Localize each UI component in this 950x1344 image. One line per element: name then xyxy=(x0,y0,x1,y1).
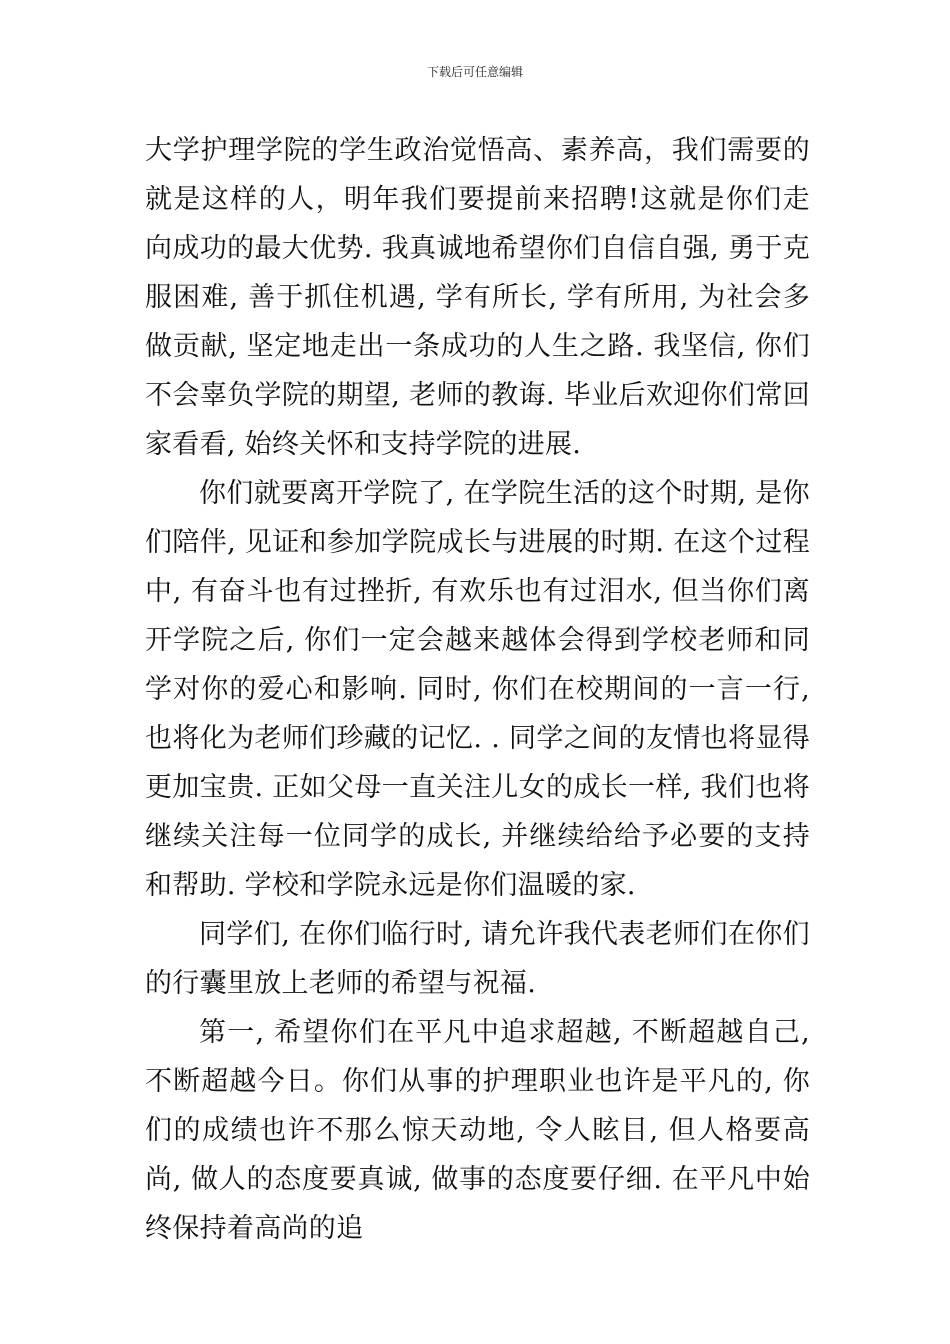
paragraph-2: 你们就要离开学院了, 在学院生活的这个时期, 是你们陪伴, 见证和参加学院成长与进展的时期. 在这个过程中, 有奋斗也有过挫折, 有欢乐也有过泪水, 但当你们离开学院之后, 你们一定会越来越体会得到学校老师和同学对你的爱心和影响. 同时, 你们在校期间的一言一行, 也将化为老师们珍藏的记忆. . 同学之间的友情也将显得更加宝贵. 正如父母一直关注儿女的成长一样, 我们也将继续关注每一位同学的成长, 并继续给给予必要的支持和帮助. 学校和学院永远是你们温暖的家. xyxy=(145,478,810,901)
page-header: 下载后可任意编辑 xyxy=(426,65,523,79)
document-body xyxy=(145,126,810,1253)
paragraph-3: 同学们, 在你们临行时, 请允许我代表老师们在你们的行囊里放上老师的希望与祝福. xyxy=(145,919,810,999)
paragraph-4: 第一, 希望你们在平凡中追求超越, 不断超越自己, 不断超越今日。你们从事的护理职业也许是平凡的, 你们的成绩也许不那么惊天动地, 令人眩目, 但人格要高尚, 做人的态度要真诚, 做事的态度要仔细. 在平凡中始终保持着高尚的追 xyxy=(145,1017,810,1244)
paragraph-1: 大学护理学院的学生政治觉悟高、素养高，我们需要的就是这样的人，明年我们要提前来招聘!这就是你们走向成功的最大优势. 我真诚地希望你们自信自强, 勇于克服困难, 善于抓住机遇, 学有所长, 学有所用, 为社会多做贡献, 坚定地走出一条成功的人生之路. 我坚信, 你们不会辜负学院的期望, 老师的教诲. 毕业后欢迎你们常回家看看, 始终关怀和支持学院的进展. xyxy=(145,135,810,460)
